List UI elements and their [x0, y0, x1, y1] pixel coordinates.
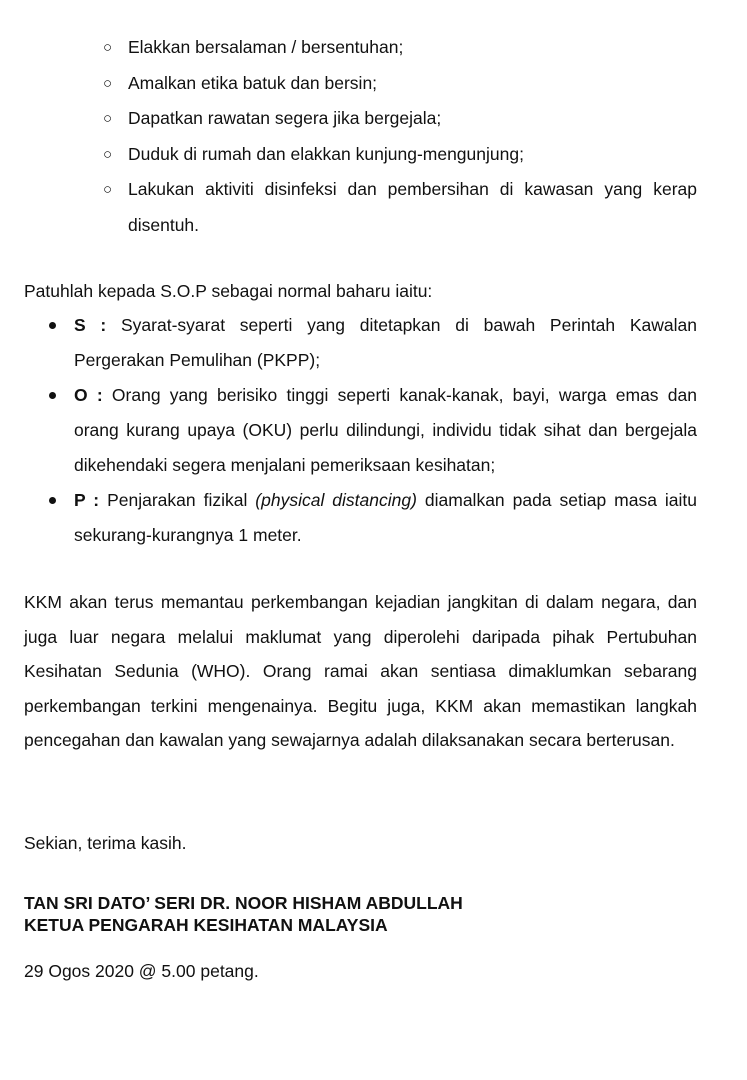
bullet-dot-icon: [49, 392, 56, 399]
sop-item-s: [48, 308, 697, 378]
sop-key: S :: [74, 315, 107, 335]
list-item-text: Elakkan bersalaman / bersentuhan;: [128, 37, 404, 57]
circle-bullet-icon: ○: [103, 181, 113, 198]
sop-text: Syarat-syarat seperti yang ditetapkan di bawah Perintah Kawalan Pergerakan Pemulihan (PKPP);: [74, 315, 697, 370]
advice-list: [103, 30, 697, 243]
signature-block: [24, 892, 463, 936]
circle-bullet-icon: ○: [103, 145, 113, 163]
sop-text-italic: (physical distancing): [255, 490, 417, 510]
sop-item-o: [48, 378, 697, 483]
sop-item-p: [48, 483, 697, 553]
bullet-dot-icon: [49, 322, 56, 329]
sop-text: diamalkan pada setiap masa iaitu sekurang-kurangnya 1 meter.: [74, 490, 697, 545]
signatory-name: TAN SRI DATO’ SERI DR. NOOR HISHAM ABDULLAH: [24, 893, 463, 913]
list-item: [103, 66, 697, 102]
sop-intro: Patuhlah kepada S.O.P sebagai normal baharu iaitu:: [24, 281, 433, 301]
sop-text: Orang yang berisiko tinggi seperti kanak-kanak, bayi, warga emas dan orang kurang upaya (OKU) perlu dilindungi, individu tidak sihat dan bergejala dikehendaki segera menjalani pemeriksaan kesihatan;: [74, 385, 697, 475]
body-paragraph: KKM akan terus memantau perkembangan kejadian jangkitan di dalam negara, dan juga luar negara melalui maklumat yang diperolehi daripada pihak Pertubuhan Kesihatan Sedunia (WHO). Orang ramai akan sentiasa dimaklumkan sebarang perkembangan terkini mengenainya. Begitu juga, KKM akan memastikan langkah pencegahan dan kawalan yang sewajarnya adalah dilaksanakan secara berterusan.: [24, 592, 697, 751]
circle-bullet-icon: ○: [103, 110, 113, 127]
circle-bullet-icon: ○: [103, 74, 113, 92]
list-item: [103, 30, 697, 66]
list-item-text: Amalkan etika batuk dan bersin;: [128, 72, 378, 93]
list-item-text: Dapatkan rawatan segera jika bergejala;: [128, 108, 442, 128]
sop-text: Penjarakan fizikal: [107, 490, 248, 510]
list-item: [103, 137, 697, 173]
issue-date: 29 Ogos 2020 @ 5.00 petang.: [24, 961, 259, 981]
list-item-text: Lakukan aktiviti disinfeksi dan pembersihan di kawasan yang kerap disentuh.: [128, 179, 697, 235]
circle-bullet-icon: ○: [103, 39, 113, 56]
list-item: [103, 172, 697, 243]
sop-list: [48, 308, 697, 553]
list-item: [103, 101, 697, 137]
list-item-text: Duduk di rumah dan elakkan kunjung-mengunjung;: [128, 143, 524, 164]
sop-key: O :: [74, 385, 103, 405]
signatory-title: KETUA PENGARAH KESIHATAN MALAYSIA: [24, 915, 388, 935]
closing-line: Sekian, terima kasih.: [24, 833, 187, 853]
bullet-dot-icon: [49, 497, 56, 504]
sop-key: P :: [74, 490, 100, 510]
